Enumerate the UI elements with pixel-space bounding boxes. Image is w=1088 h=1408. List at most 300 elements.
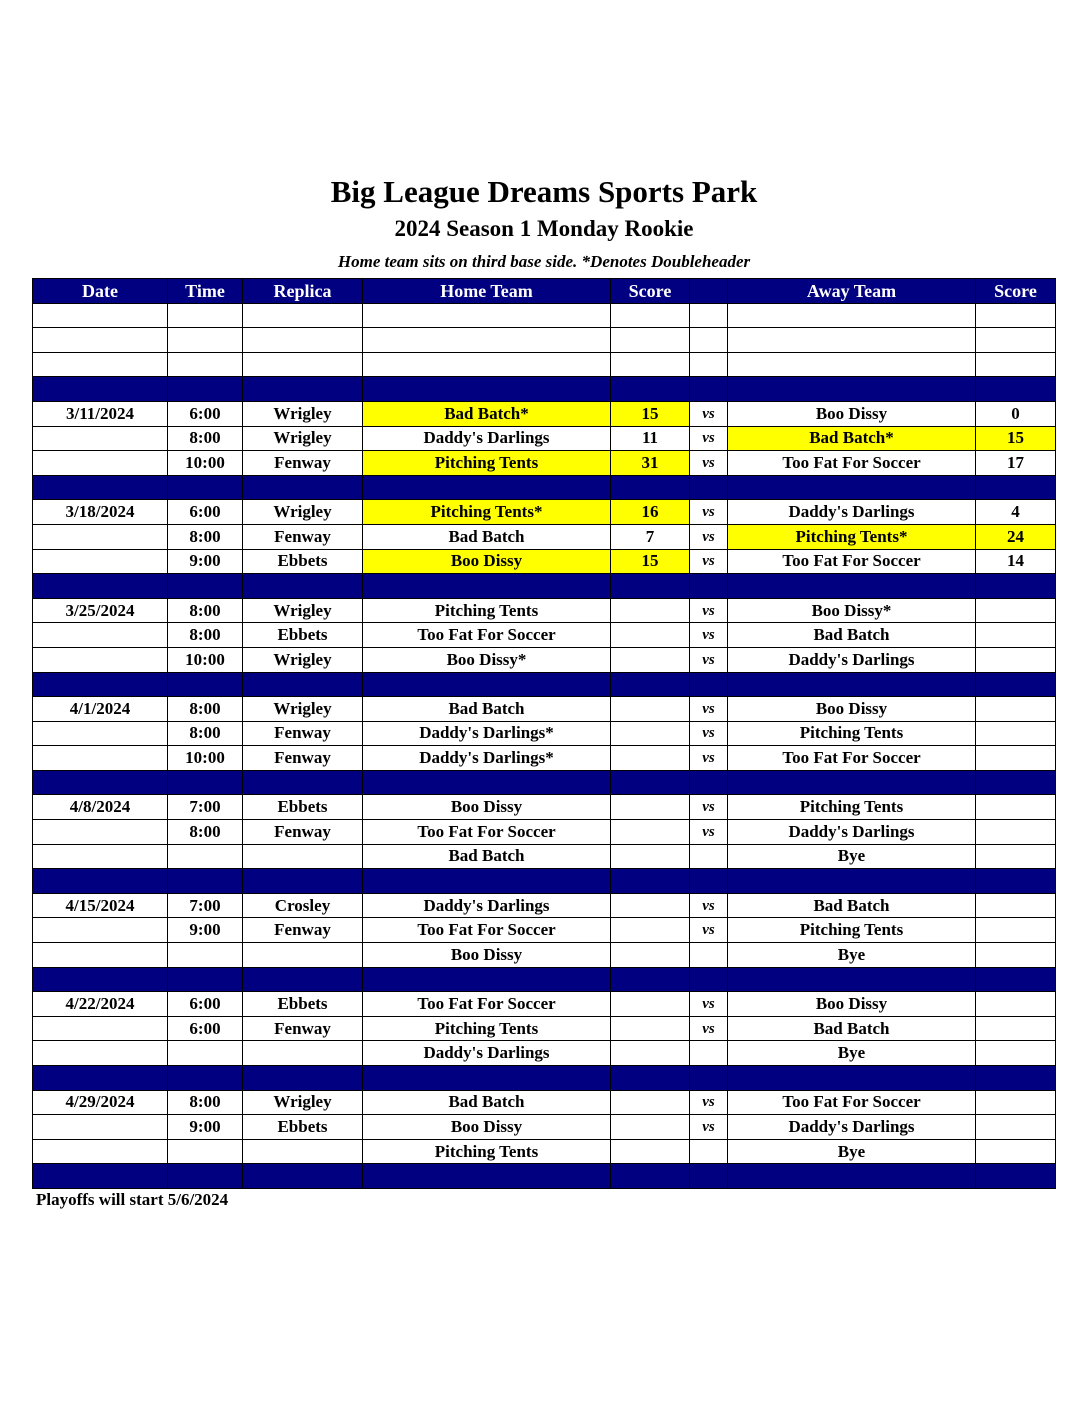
time-cell <box>168 1041 243 1066</box>
separator-cell <box>363 869 611 894</box>
vs-cell: vs <box>690 549 728 574</box>
vs-cell: vs <box>690 598 728 623</box>
home-team-cell: Bad Batch* <box>363 401 611 426</box>
separator-cell <box>168 672 243 697</box>
away-team-cell: Bad Batch <box>728 893 976 918</box>
date-cell <box>33 647 168 672</box>
separator-cell <box>33 770 168 795</box>
time-cell: 8:00 <box>168 697 243 722</box>
away-score-cell: 24 <box>976 524 1056 549</box>
column-header-away-team: Away Team <box>728 279 976 304</box>
date-cell <box>33 623 168 648</box>
date-cell <box>33 721 168 746</box>
vs-cell: vs <box>690 918 728 943</box>
away-team-cell <box>728 328 976 353</box>
game-row <box>33 721 1056 746</box>
game-row <box>33 1016 1056 1041</box>
date-cell <box>33 820 168 845</box>
time-cell: 10:00 <box>168 451 243 476</box>
separator-cell <box>363 672 611 697</box>
home-score-cell <box>611 992 690 1017</box>
field-cell: Ebbets <box>243 549 363 574</box>
home-team-cell: Pitching Tents <box>363 598 611 623</box>
away-team-cell: Daddy's Darlings <box>728 647 976 672</box>
home-team-cell: Pitching Tents <box>363 1016 611 1041</box>
vs-cell: vs <box>690 647 728 672</box>
home-team-cell: Boo Dissy <box>363 1115 611 1140</box>
vs-cell <box>690 1139 728 1164</box>
date-cell: 3/11/2024 <box>33 401 168 426</box>
vs-cell: vs <box>690 524 728 549</box>
home-score-cell <box>611 918 690 943</box>
week-separator-row <box>33 672 1056 697</box>
date-cell: 3/18/2024 <box>33 500 168 525</box>
vs-cell: vs <box>690 795 728 820</box>
away-team-cell: Boo Dissy* <box>728 598 976 623</box>
away-score-cell <box>976 1139 1056 1164</box>
time-cell: 7:00 <box>168 795 243 820</box>
home-team-cell: Too Fat For Soccer <box>363 918 611 943</box>
vs-cell <box>690 1041 728 1066</box>
separator-cell <box>243 574 363 599</box>
time-cell: 8:00 <box>168 820 243 845</box>
separator-cell <box>33 574 168 599</box>
field-cell: Fenway <box>243 451 363 476</box>
home-team-cell: Pitching Tents <box>363 451 611 476</box>
game-row <box>33 303 1056 328</box>
away-score-cell: 4 <box>976 500 1056 525</box>
separator-cell <box>728 967 976 992</box>
date-cell: 3/25/2024 <box>33 598 168 623</box>
separator-cell <box>690 672 728 697</box>
week-separator-row <box>33 377 1056 402</box>
home-score-cell <box>611 1016 690 1041</box>
date-cell <box>33 1016 168 1041</box>
game-row <box>33 746 1056 771</box>
date-cell <box>33 918 168 943</box>
separator-cell <box>363 770 611 795</box>
time-cell: 7:00 <box>168 893 243 918</box>
home-team-cell <box>363 303 611 328</box>
game-row <box>33 500 1056 525</box>
home-team-cell: Boo Dissy* <box>363 647 611 672</box>
separator-cell <box>611 672 690 697</box>
game-row <box>33 451 1056 476</box>
away-score-cell <box>976 352 1056 377</box>
away-score-cell <box>976 328 1056 353</box>
separator-cell <box>690 574 728 599</box>
column-header-date: Date <box>33 279 168 304</box>
away-score-cell <box>976 746 1056 771</box>
separator-cell <box>611 377 690 402</box>
separator-cell <box>690 869 728 894</box>
separator-cell <box>33 475 168 500</box>
week-separator-row <box>33 574 1056 599</box>
date-cell: 4/29/2024 <box>33 1090 168 1115</box>
separator-cell <box>976 1164 1056 1189</box>
separator-cell <box>243 377 363 402</box>
away-score-cell: 14 <box>976 549 1056 574</box>
away-score-cell <box>976 844 1056 869</box>
away-team-cell: Pitching Tents <box>728 918 976 943</box>
date-cell: 4/8/2024 <box>33 795 168 820</box>
away-score-cell: 15 <box>976 426 1056 451</box>
home-score-cell <box>611 1041 690 1066</box>
home-team-cell: Bad Batch <box>363 697 611 722</box>
home-score-cell: 31 <box>611 451 690 476</box>
vs-cell: vs <box>690 1016 728 1041</box>
time-cell <box>168 352 243 377</box>
field-cell <box>243 352 363 377</box>
field-cell: Wrigley <box>243 647 363 672</box>
time-cell: 6:00 <box>168 1016 243 1041</box>
separator-cell <box>728 377 976 402</box>
vs-cell: vs <box>690 451 728 476</box>
home-score-cell <box>611 623 690 648</box>
page-title: Big League Dreams Sports Park <box>330 174 758 209</box>
home-team-cell: Too Fat For Soccer <box>363 623 611 648</box>
away-team-cell <box>728 303 976 328</box>
separator-cell <box>976 869 1056 894</box>
vs-cell: vs <box>690 746 728 771</box>
separator-cell <box>976 1066 1056 1091</box>
separator-cell <box>363 574 611 599</box>
playoffs-note: Playoffs will start 5/6/2024 <box>36 1190 229 1209</box>
separator-cell <box>690 1066 728 1091</box>
vs-cell: vs <box>690 623 728 648</box>
separator-cell <box>611 1066 690 1091</box>
separator-cell <box>243 475 363 500</box>
away-score-cell <box>976 598 1056 623</box>
field-cell: Fenway <box>243 746 363 771</box>
time-cell <box>168 303 243 328</box>
date-cell <box>33 1139 168 1164</box>
home-score-cell <box>611 598 690 623</box>
time-cell <box>168 844 243 869</box>
vs-cell: vs <box>690 401 728 426</box>
time-cell: 9:00 <box>168 1115 243 1140</box>
column-header-replica: Replica <box>243 279 363 304</box>
separator-cell <box>690 377 728 402</box>
date-cell <box>33 524 168 549</box>
separator-cell <box>690 967 728 992</box>
vs-cell: vs <box>690 426 728 451</box>
separator-cell <box>363 377 611 402</box>
away-team-cell: Pitching Tents* <box>728 524 976 549</box>
game-row <box>33 795 1056 820</box>
field-cell <box>243 844 363 869</box>
separator-cell <box>690 770 728 795</box>
away-team-cell: Pitching Tents <box>728 721 976 746</box>
away-team-cell: Boo Dissy <box>728 697 976 722</box>
vs-cell <box>690 352 728 377</box>
separator-cell <box>728 1066 976 1091</box>
date-cell <box>33 844 168 869</box>
away-team-cell: Daddy's Darlings <box>728 820 976 845</box>
schedule-body <box>33 303 1056 1188</box>
away-score-cell <box>976 1041 1056 1066</box>
away-team-cell: Bye <box>728 1041 976 1066</box>
vs-cell <box>690 303 728 328</box>
game-row <box>33 623 1056 648</box>
home-team-cell: Daddy's Darlings <box>363 426 611 451</box>
date-cell <box>33 303 168 328</box>
away-score-cell <box>976 918 1056 943</box>
away-score-cell <box>976 1090 1056 1115</box>
away-score-cell <box>976 1115 1056 1140</box>
time-cell: 8:00 <box>168 721 243 746</box>
field-cell <box>243 1139 363 1164</box>
away-score-cell <box>976 943 1056 968</box>
separator-cell <box>33 672 168 697</box>
away-team-cell: Daddy's Darlings <box>728 1115 976 1140</box>
separator-cell <box>168 377 243 402</box>
separator-cell <box>363 475 611 500</box>
game-row <box>33 647 1056 672</box>
game-row <box>33 1041 1056 1066</box>
away-score-cell <box>976 697 1056 722</box>
vs-cell: vs <box>690 1115 728 1140</box>
separator-cell <box>168 1164 243 1189</box>
field-cell: Wrigley <box>243 426 363 451</box>
field-cell <box>243 943 363 968</box>
away-team-cell: Bad Batch <box>728 623 976 648</box>
away-team-cell <box>728 352 976 377</box>
separator-cell <box>611 869 690 894</box>
home-team-cell: Daddy's Darlings <box>363 1041 611 1066</box>
home-score-cell: 16 <box>611 500 690 525</box>
separator-cell <box>611 574 690 599</box>
separator-cell <box>976 672 1056 697</box>
away-score-cell <box>976 721 1056 746</box>
separator-cell <box>33 869 168 894</box>
separator-cell <box>243 1066 363 1091</box>
separator-cell <box>33 377 168 402</box>
away-score-cell: 0 <box>976 401 1056 426</box>
home-team-cell: Pitching Tents <box>363 1139 611 1164</box>
time-cell <box>168 1139 243 1164</box>
date-cell <box>33 1115 168 1140</box>
game-row <box>33 943 1056 968</box>
away-team-cell: Boo Dissy <box>728 401 976 426</box>
separator-cell <box>611 967 690 992</box>
separator-cell <box>976 574 1056 599</box>
vs-cell <box>690 328 728 353</box>
home-score-cell <box>611 328 690 353</box>
date-cell <box>33 426 168 451</box>
vs-cell <box>690 943 728 968</box>
game-row <box>33 1139 1056 1164</box>
time-cell: 6:00 <box>168 992 243 1017</box>
away-team-cell: Daddy's Darlings <box>728 500 976 525</box>
separator-cell <box>243 869 363 894</box>
separator-cell <box>168 770 243 795</box>
page-subtitle: 2024 Season 1 Monday Rookie <box>394 216 694 241</box>
date-cell: 4/15/2024 <box>33 893 168 918</box>
column-header-home-score: Score <box>611 279 690 304</box>
home-team-cell: Too Fat For Soccer <box>363 820 611 845</box>
vs-cell: vs <box>690 893 728 918</box>
away-team-cell: Boo Dissy <box>728 992 976 1017</box>
home-score-cell: 15 <box>611 401 690 426</box>
home-score-cell <box>611 844 690 869</box>
time-cell: 8:00 <box>168 1090 243 1115</box>
separator-cell <box>243 1164 363 1189</box>
home-team-cell <box>363 328 611 353</box>
game-row <box>33 992 1056 1017</box>
away-team-cell: Bye <box>728 943 976 968</box>
field-cell: Wrigley <box>243 598 363 623</box>
home-team-cell: Boo Dissy <box>363 549 611 574</box>
time-cell: 8:00 <box>168 623 243 648</box>
separator-cell <box>728 475 976 500</box>
away-team-cell: Bye <box>728 1139 976 1164</box>
away-score-cell <box>976 992 1056 1017</box>
separator-cell <box>168 574 243 599</box>
home-score-cell <box>611 746 690 771</box>
home-score-cell <box>611 893 690 918</box>
date-cell <box>33 328 168 353</box>
separator-cell <box>168 967 243 992</box>
home-score-cell: 11 <box>611 426 690 451</box>
vs-cell: vs <box>690 721 728 746</box>
home-team-cell: Bad Batch <box>363 524 611 549</box>
vs-cell: vs <box>690 500 728 525</box>
home-score-cell <box>611 795 690 820</box>
field-cell: Ebbets <box>243 1115 363 1140</box>
game-row <box>33 1090 1056 1115</box>
field-cell: Fenway <box>243 820 363 845</box>
separator-cell <box>168 1066 243 1091</box>
away-score-cell <box>976 623 1056 648</box>
separator-cell <box>976 475 1056 500</box>
column-header-away-score: Score <box>976 279 1056 304</box>
time-cell: 9:00 <box>168 918 243 943</box>
separator-cell <box>976 770 1056 795</box>
separator-cell <box>976 967 1056 992</box>
game-row <box>33 893 1056 918</box>
time-cell: 8:00 <box>168 598 243 623</box>
separator-cell <box>611 1164 690 1189</box>
column-header-vs <box>690 279 728 304</box>
vs-cell: vs <box>690 1090 728 1115</box>
vs-cell <box>690 844 728 869</box>
home-team-cell: Boo Dissy <box>363 795 611 820</box>
game-row <box>33 844 1056 869</box>
game-row <box>33 328 1056 353</box>
away-score-cell <box>976 795 1056 820</box>
field-cell: Crosley <box>243 893 363 918</box>
time-cell: 8:00 <box>168 426 243 451</box>
separator-cell <box>728 574 976 599</box>
separator-cell <box>728 770 976 795</box>
field-cell: Wrigley <box>243 401 363 426</box>
game-row <box>33 401 1056 426</box>
time-cell <box>168 328 243 353</box>
week-separator-row <box>33 967 1056 992</box>
schedule-note: Home team sits on third base side. *Denotes Doubleheader <box>337 252 751 271</box>
field-cell <box>243 303 363 328</box>
week-separator-row <box>33 869 1056 894</box>
column-header-time: Time <box>168 279 243 304</box>
separator-cell <box>690 475 728 500</box>
game-row <box>33 352 1056 377</box>
vs-cell: vs <box>690 992 728 1017</box>
home-team-cell: Bad Batch <box>363 844 611 869</box>
away-score-cell <box>976 820 1056 845</box>
separator-cell <box>168 475 243 500</box>
game-row <box>33 697 1056 722</box>
away-team-cell: Pitching Tents <box>728 795 976 820</box>
vs-cell: vs <box>690 697 728 722</box>
date-cell <box>33 352 168 377</box>
separator-cell <box>243 672 363 697</box>
time-cell <box>168 943 243 968</box>
home-score-cell <box>611 943 690 968</box>
separator-cell <box>33 967 168 992</box>
field-cell: Wrigley <box>243 697 363 722</box>
separator-cell <box>363 967 611 992</box>
home-score-cell: 15 <box>611 549 690 574</box>
away-team-cell: Bad Batch <box>728 1016 976 1041</box>
game-row <box>33 918 1056 943</box>
field-cell: Fenway <box>243 721 363 746</box>
home-team-cell <box>363 352 611 377</box>
week-separator-row <box>33 475 1056 500</box>
separator-cell <box>363 1066 611 1091</box>
away-team-cell: Bad Batch* <box>728 426 976 451</box>
home-team-cell: Daddy's Darlings <box>363 893 611 918</box>
home-team-cell: Boo Dissy <box>363 943 611 968</box>
separator-cell <box>33 1164 168 1189</box>
away-score-cell <box>976 893 1056 918</box>
game-row <box>33 426 1056 451</box>
field-cell: Fenway <box>243 524 363 549</box>
vs-cell: vs <box>690 820 728 845</box>
home-team-cell: Daddy's Darlings* <box>363 721 611 746</box>
separator-cell <box>243 770 363 795</box>
date-cell: 4/22/2024 <box>33 992 168 1017</box>
separator-cell <box>33 1066 168 1091</box>
home-score-cell: 7 <box>611 524 690 549</box>
schedule-table <box>32 278 1056 1189</box>
field-cell: Wrigley <box>243 500 363 525</box>
week-separator-row <box>33 1066 1056 1091</box>
home-team-cell: Daddy's Darlings* <box>363 746 611 771</box>
away-score-cell <box>976 303 1056 328</box>
away-score-cell <box>976 647 1056 672</box>
home-team-cell: Bad Batch <box>363 1090 611 1115</box>
date-cell: 4/1/2024 <box>33 697 168 722</box>
separator-cell <box>611 770 690 795</box>
separator-cell <box>728 869 976 894</box>
away-team-cell: Too Fat For Soccer <box>728 746 976 771</box>
separator-cell <box>976 377 1056 402</box>
home-score-cell <box>611 697 690 722</box>
game-row <box>33 549 1056 574</box>
home-score-cell <box>611 352 690 377</box>
week-separator-row <box>33 1164 1056 1189</box>
game-row <box>33 524 1056 549</box>
separator-cell <box>168 869 243 894</box>
home-team-cell: Pitching Tents* <box>363 500 611 525</box>
home-score-cell <box>611 721 690 746</box>
field-cell: Ebbets <box>243 623 363 648</box>
home-score-cell <box>611 647 690 672</box>
column-header-home-team: Home Team <box>363 279 611 304</box>
away-team-cell: Too Fat For Soccer <box>728 1090 976 1115</box>
date-cell <box>33 943 168 968</box>
